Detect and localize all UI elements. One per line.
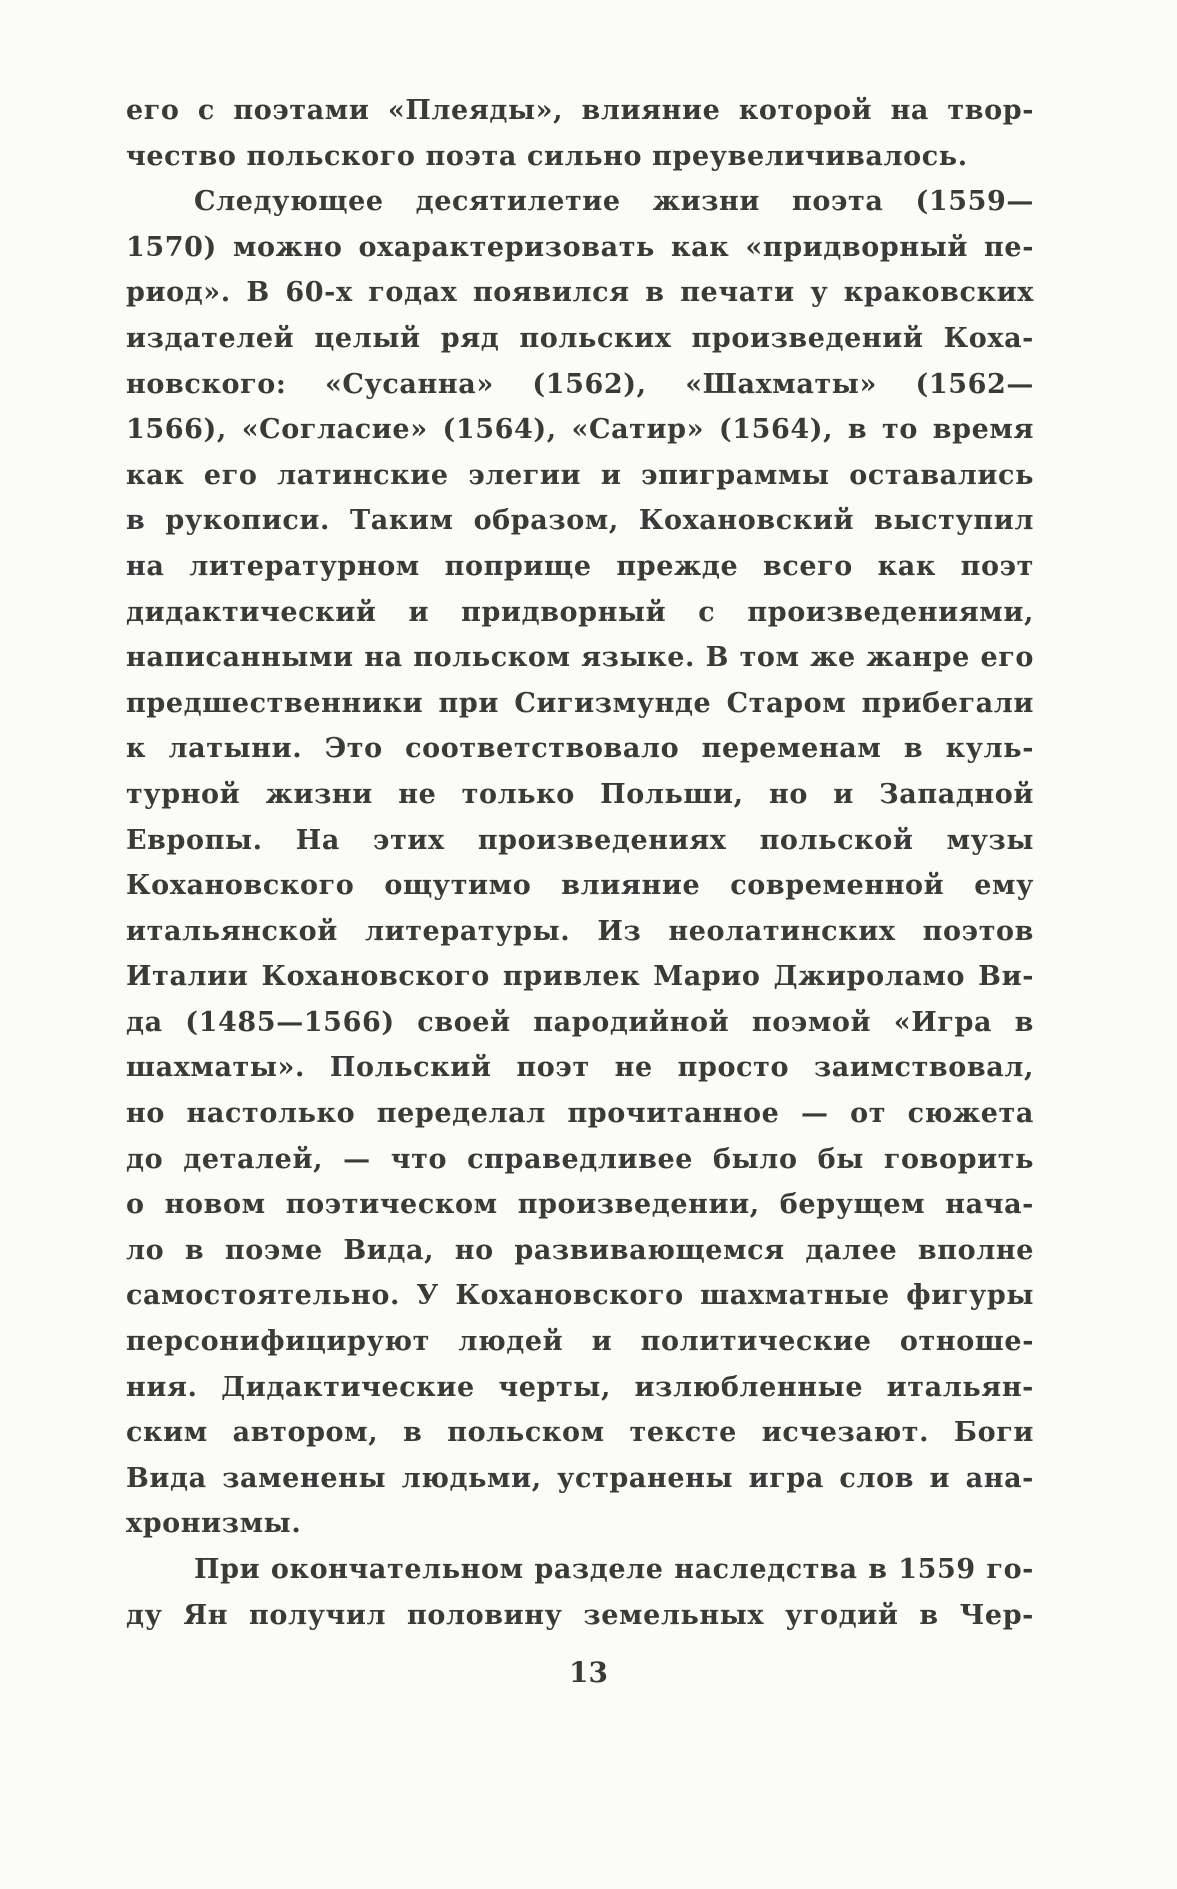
text-line: шахматы». Польский поэт не просто заимствовал, xyxy=(126,1052,1034,1084)
text-line: ским автором, в польском тексте исчезают. Боги xyxy=(126,1417,1034,1449)
text-line: хронизмы. xyxy=(126,1508,302,1540)
text-line: Следующее десятилетие жизни поэта (1559— xyxy=(194,186,1034,218)
text-line: да (1485—1566) своей пародийной поэмой «Игра в xyxy=(126,1006,1034,1038)
text-line: ло в поэме Вида, но развивающемся далее вполне xyxy=(126,1234,1034,1266)
text-line: новского: «Сусанна» (1562), «Шахматы» (1562— xyxy=(126,368,1034,400)
text-line: издателей целый ряд польских произведений Коха- xyxy=(126,322,1034,354)
text-line: Европы. На этих произведениях польской музы xyxy=(126,824,1034,856)
text-line: но настолько переделал прочитанное — от сюжета xyxy=(126,1098,1034,1130)
text-line: персонифицируют людей и политические отноше- xyxy=(126,1326,1034,1358)
text-line: Вида заменены людьми, устранены игра слов и ана- xyxy=(126,1462,1034,1494)
text-line: итальянской литературы. Из неолатинских поэтов xyxy=(126,915,1034,947)
text-line: написанными на польском языке. В том же жанре его xyxy=(126,642,1034,674)
text-line: 1570) можно охарактеризовать как «придворный пе- xyxy=(126,231,1034,263)
text-line: самостоятельно. У Кохановского шахматные фигуры xyxy=(126,1280,1034,1312)
text-line: ду Ян получил половину земельных угодий в Чер- xyxy=(126,1599,1034,1631)
text-line: ния. Дидактические черты, излюбленные итальян- xyxy=(126,1371,1034,1403)
body-text xyxy=(126,88,1034,1638)
text-line: При окончательном разделе наследства в 1559 го- xyxy=(194,1554,1034,1585)
text-line: как его латинские элегии и эпиграммы оставались xyxy=(126,459,1034,491)
text-line: о новом поэтическом произведении, берущем нача- xyxy=(126,1189,1034,1221)
text-line: предшественники при Сигизмунде Старом прибегали xyxy=(126,687,1034,719)
text-line: Италии Кохановского привлек Марио Джироламо Ви- xyxy=(126,961,1034,993)
text-line: Кохановского ощутимо влияние современной ему xyxy=(126,870,1034,902)
text-line: чество польского поэта сильно преувеличивалось. xyxy=(126,140,968,172)
text-line: дидактический и придворный с произведениями, xyxy=(126,596,1034,628)
text-line: к латыни. Это соответствовало переменам в куль- xyxy=(126,733,1034,765)
page-number: 13 xyxy=(569,1656,608,1689)
text-line: на литературном поприще прежде всего как поэт xyxy=(126,550,1034,582)
text-line: в рукописи. Таким образом, Кохановский выступил xyxy=(126,505,1034,537)
text-line: риод». В 60-х годах появился в печати у краковских xyxy=(126,277,1034,309)
text-line: турной жизни не только Польши, но и Западной xyxy=(126,778,1034,810)
text-line: 1566), «Согласие» (1564), «Сатир» (1564), в то время xyxy=(126,414,1034,446)
text-line: его с поэтами «Плеяды», влияние которой на твор- xyxy=(126,95,1034,126)
text-line: до деталей, — что справедливее было бы говорить xyxy=(126,1143,1034,1175)
